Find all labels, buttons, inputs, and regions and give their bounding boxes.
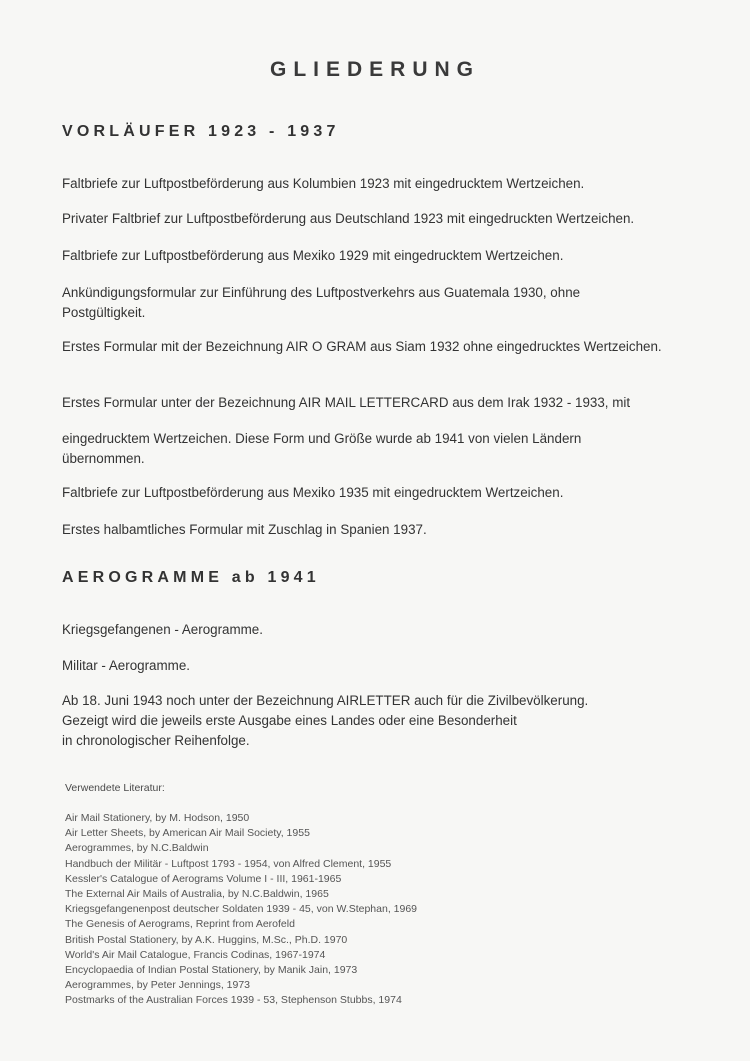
list-item: The Genesis of Aerograms, Reprint from Aerofeld <box>65 918 295 931</box>
list-item: Air Letter Sheets, by American Air Mail Society, 1955 <box>65 827 310 840</box>
list-item: Kriegsgefangenenpost deutscher Soldaten 1939 - 45, von W.Stephan, 1969 <box>65 903 418 916</box>
paragraph: Faltbriefe zur Luftpostbeförderung aus Mexiko 1935 mit eingedrucktem Wertzeichen. <box>62 485 564 500</box>
paragraph: Ab 18. Juni 1943 noch unter der Bezeichnung AIRLETTER auch für die Zivilbevölkerung. <box>62 693 589 708</box>
list-item: Encyclopaedia of Indian Postal Stationery, by Manik Jain, 1973 <box>65 964 358 977</box>
paragraph: eingedrucktem Wertzeichen. Diese Form und Größe wurde ab 1941 von vielen Ländern übernommen. <box>62 431 582 466</box>
paragraph: Privater Faltbrief zur Luftpostbeförderung aus Deutschland 1923 mit eingedruckten Wertzeichen. <box>62 211 635 226</box>
section-heading-vorlaeufer: VORLÄUFER 1923 - 1937 <box>62 123 340 140</box>
paragraph: Faltbriefe zur Luftpostbeförderung aus Mexiko 1929 mit eingedrucktem Wertzeichen. <box>62 248 564 263</box>
section-heading-aerogramme: AEROGRAMME ab 1941 <box>62 569 320 586</box>
literature-title: Verwendete Literatur: <box>65 782 165 794</box>
paragraph: Faltbriefe zur Luftpostbeförderung aus Kolumbien 1923 mit eingedrucktem Wertzeichen. <box>62 176 585 191</box>
paragraph: Erstes Formular mit der Bezeichnung AIR O GRAM aus Siam 1932 ohne eingedrucktes Wertzeichen. <box>62 339 662 354</box>
list-item: The External Air Mails of Australia, by N.C.Baldwin, 1965 <box>65 888 329 901</box>
paragraph: Erstes halbamtliches Formular mit Zuschlag in Spanien 1937. <box>62 522 427 537</box>
list-item: World's Air Mail Catalogue, Francis Codinas, 1967-1974 <box>65 948 326 961</box>
list-item: British Postal Stationery, by A.K. Huggins, M.Sc., Ph.D. 1970 <box>65 933 348 946</box>
paragraph: Kriegsgefangenen - Aerogramme. <box>62 622 263 637</box>
list-item: Kessler's Catalogue of Aerograms Volume I - III, 1961-1965 <box>65 872 342 885</box>
paragraph: Gezeigt wird die jeweils erste Ausgabe eines Landes oder eine Besonderheit <box>62 713 517 728</box>
literature-list <box>65 811 705 1009</box>
paragraph: Erstes Formular unter der Bezeichnung AIR MAIL LETTERCARD aus dem Irak 1932 - 1933, mit <box>62 395 631 410</box>
paragraph: Ankündigungsformular zur Einführung des Luftpostverkehrs aus Guatemala 1930, ohne Postgültigkeit. <box>62 285 581 320</box>
list-item: Postmarks of the Australian Forces 1939 - 53, Stephenson Stubbs, 1974 <box>65 994 402 1007</box>
paragraph: Militar - Aerogramme. <box>62 658 190 673</box>
list-item: Handbuch der Militär - Luftpost 1793 - 1954, von Alfred Clement, 1955 <box>65 857 392 870</box>
list-item: Aerogrammes, by Peter Jennings, 1973 <box>65 979 251 992</box>
list-item: Air Mail Stationery, by M. Hodson, 1950 <box>65 812 250 824</box>
page-title: GLIEDERUNG <box>269 58 480 81</box>
paragraph: in chronologischer Reihenfolge. <box>62 733 250 748</box>
list-item: Aerogrammes, by N.C.Baldwin <box>65 842 209 855</box>
